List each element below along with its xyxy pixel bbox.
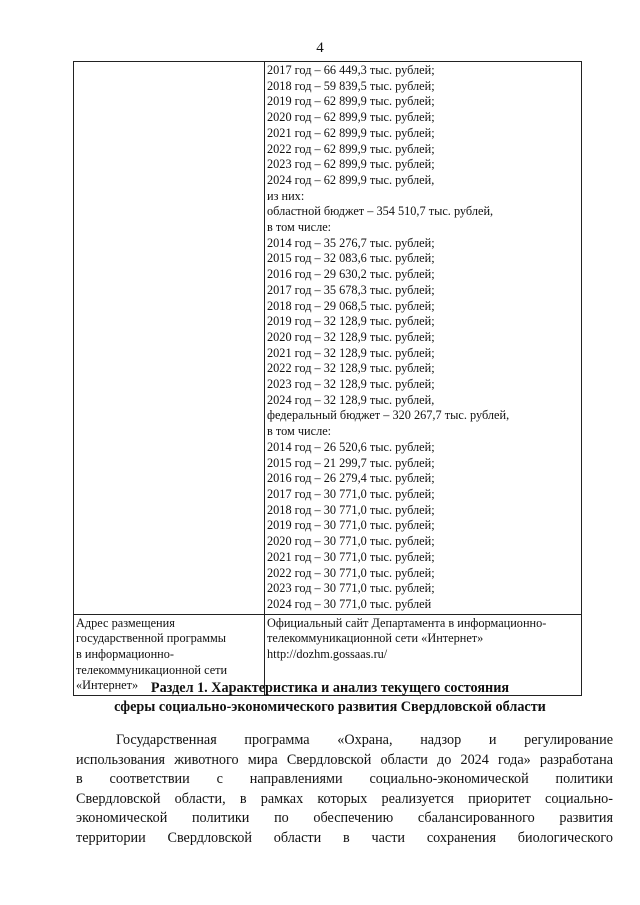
address-value-line: http://dozhm.gossaas.ru/ (267, 647, 388, 662)
budget-line: 2023 год – 62 899,9 тыс. рублей; (267, 157, 435, 172)
budget-line: 2023 год – 30 771,0 тыс. рублей; (267, 581, 435, 596)
budget-line: 2015 год – 21 299,7 тыс. рублей; (267, 455, 435, 470)
address-label-line: «Интернет» (76, 678, 139, 693)
budget-line: в том числе: (267, 220, 332, 235)
budget-line: 2017 год – 30 771,0 тыс. рублей; (267, 486, 435, 501)
budget-line: федеральный бюджет – 320 267,7 тыс. рублей, (267, 408, 510, 423)
page-number: 4 (316, 40, 324, 56)
budget-line: 2017 год – 66 449,3 тыс. рублей; (267, 63, 435, 77)
table-row (74, 62, 582, 615)
address-value-line: Официальный сайт Департамента в информационно- (267, 615, 547, 630)
budget-line: 2024 год – 62 899,9 тыс. рублей, (267, 172, 435, 187)
budget-line: 2019 год – 32 128,9 тыс. рублей; (267, 314, 435, 329)
section-title-line: сферы социально-экономического развития Свердловской области (114, 699, 546, 715)
section-paragraph (76, 731, 613, 848)
address-value-line: телекоммуникационной сети «Интернет» (267, 631, 484, 646)
paragraph-line: экономической политики по обеспечению сбалансированного развития (76, 810, 613, 826)
budget-line: 2020 год – 32 128,9 тыс. рублей; (267, 329, 435, 344)
budget-line: 2024 год – 32 128,9 тыс. рублей, (267, 392, 435, 407)
budget-line: в том числе: (267, 424, 332, 439)
budget-line: 2024 год – 30 771,0 тыс. рублей (267, 596, 432, 611)
paragraph-line: территории Свердловской области в части сохранения биологического (76, 829, 613, 846)
budget-line: 2020 год – 30 771,0 тыс. рублей; (267, 534, 435, 549)
budget-line: 2022 год – 30 771,0 тыс. рублей; (267, 565, 435, 580)
budget-line: 2014 год – 26 520,6 тыс. рублей; (267, 439, 435, 454)
budget-line: 2019 год – 62 899,9 тыс. рублей; (267, 94, 435, 109)
budget-line: 2020 год – 62 899,9 тыс. рублей; (267, 110, 435, 125)
paragraph-line: использования животного мира Свердловской области до 2024 года» разработана (76, 751, 613, 768)
paragraph-line: Свердловской области, в рамках которых реализуется приоритет социально- (76, 790, 613, 807)
budget-line: 2021 год – 30 771,0 тыс. рублей; (267, 549, 435, 564)
funding-cell (265, 62, 582, 615)
budget-line: 2016 год – 26 279,4 тыс. рублей; (267, 471, 435, 486)
address-label-line: в информационно- (76, 647, 174, 662)
budget-line: 2016 год – 29 630,2 тыс. рублей; (267, 267, 435, 282)
budget-line: 2021 год – 62 899,9 тыс. рублей; (267, 125, 435, 140)
budget-line: 2021 год – 32 128,9 тыс. рублей; (267, 345, 435, 360)
address-label-line: Адрес размещения (76, 615, 175, 630)
budget-line: 2022 год – 62 899,9 тыс. рублей; (267, 141, 435, 156)
budget-line: 2019 год – 30 771,0 тыс. рублей; (267, 518, 435, 533)
budget-line: 2018 год – 30 771,0 тыс. рублей; (267, 502, 435, 517)
program-passport-table (73, 61, 582, 696)
section-title (60, 679, 600, 717)
paragraph-line: в соответствии с направлениями социально-экономической политики (76, 771, 613, 787)
budget-line: 2015 год – 32 083,6 тыс. рублей; (267, 251, 435, 266)
budget-line: из них: (267, 188, 305, 203)
budget-line: 2023 год – 32 128,9 тыс. рублей; (267, 377, 435, 392)
budget-line: областной бюджет – 354 510,7 тыс. рублей, (267, 204, 494, 219)
budget-line: 2017 год – 35 678,3 тыс. рублей; (267, 282, 435, 297)
budget-line: 2022 год – 32 128,9 тыс. рублей; (267, 361, 435, 376)
budget-line: 2014 год – 35 276,7 тыс. рублей; (267, 235, 435, 250)
paragraph-line: Государственная программа «Охрана, надзор и регулирование (116, 732, 613, 748)
empty-label-cell (74, 62, 265, 615)
budget-line: 2018 год – 29 068,5 тыс. рублей; (267, 298, 435, 313)
address-label-line: телекоммуникационной сети (76, 662, 228, 677)
address-label-line: государственной программы (76, 631, 227, 646)
section-title-line: Раздел 1. Характеристика и анализ текущего состояния (150, 680, 510, 696)
budget-line: 2018 год – 59 839,5 тыс. рублей; (267, 78, 435, 93)
